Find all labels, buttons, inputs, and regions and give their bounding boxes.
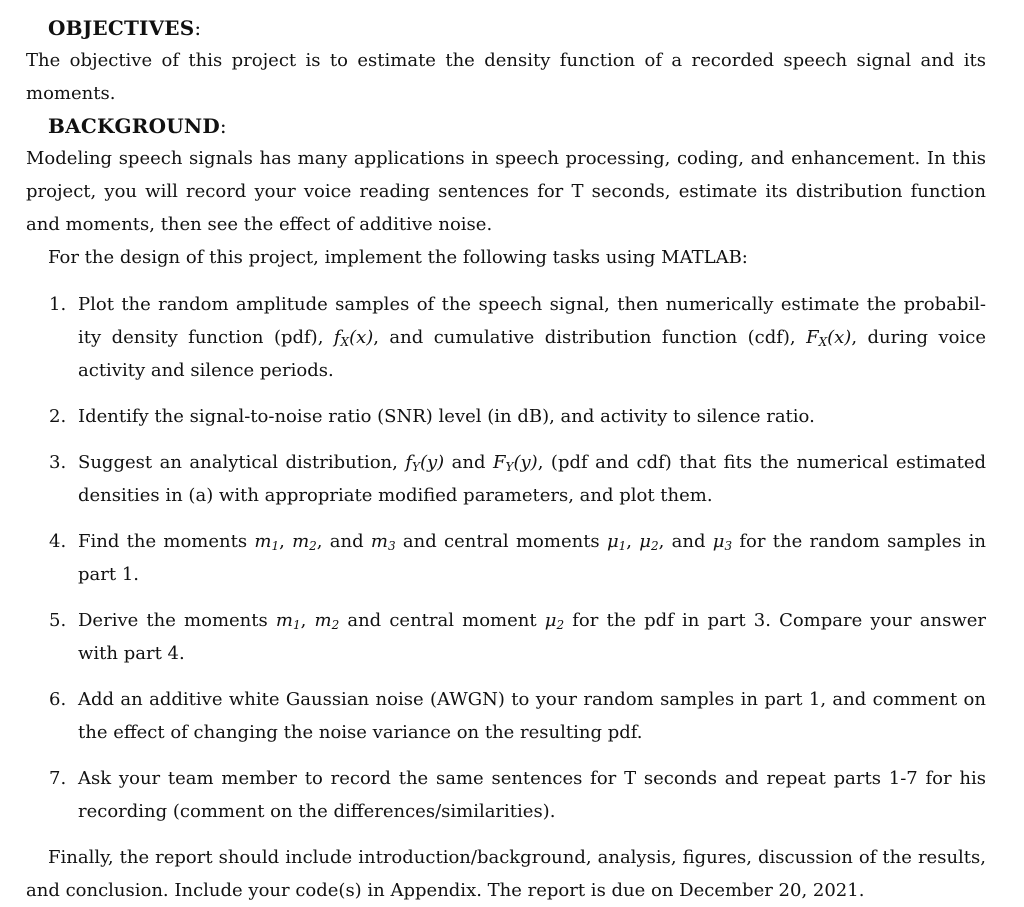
task-list [0, 288, 1024, 828]
task-item-2: 2. Identify the signal-to-noise ratio (SNR) level (in dB), and activity to silence ratio. [49, 406, 815, 427]
task-item-5: 5. Derive the moments $m_1$, $m_2$ and central moment $\mu_2$ for the pdf in part 3. Compare your answer with part 4. [49, 610, 986, 664]
background-heading: BACKGROUND: [48, 114, 227, 138]
task-item-4: 4. Find the moments $m_1$, $m_2$, and $m_3$ and central moments $\mu_1$, $\mu_2$, and $\mu_3$ for the random samples in part 1. [49, 531, 986, 585]
task-item-7: 7. Ask your team member to record the same sentences for T seconds and repeat parts 1-7 for his recording (comment on the differences/similarities). [49, 768, 986, 822]
task-item-6: 6. Add an additive white Gaussian noise (AWGN) to your random samples in part 1, and comment on the effect of changing the noise variance on the resulting pdf. [49, 689, 986, 743]
objectives-text: The objective of this project is to estimate the density function of a recorded speech signal and its moments. [26, 50, 986, 104]
task-item-3: 3. Suggest an analytical distribution, $f_Y(y)$ and $F_Y(y)$, (pdf and cdf) that fits the numerical estimated densities in (a) with appropriate modified parameters, and plot them. [49, 452, 987, 506]
background-text: Modeling speech signals has many applications in speech processing, coding, and enhancement. In this project, you will record your voice reading sentences for T seconds, estimate its distribution function and moments, then see the effect of additive noise. [26, 148, 986, 235]
final-paragraph: Finally, the report should include introduction/background, analysis, figures, discussion of the results, and conclusion. Include your code(s) in Appendix. The report is due on December 20, 2021. [26, 847, 986, 901]
task-item-1: 1. Plot the random amplitude samples of the speech signal, then numerically estimate the probabil- ity density function (pdf), $f_X(x)$, and cumulative distribution function (cdf), $F_X(x)$, during voice activity and silence periods. [49, 294, 986, 381]
tasks-intro: For the design of this project, implement the following tasks using MATLAB: [48, 247, 748, 268]
objectives-heading: OBJECTIVES: [48, 16, 202, 40]
